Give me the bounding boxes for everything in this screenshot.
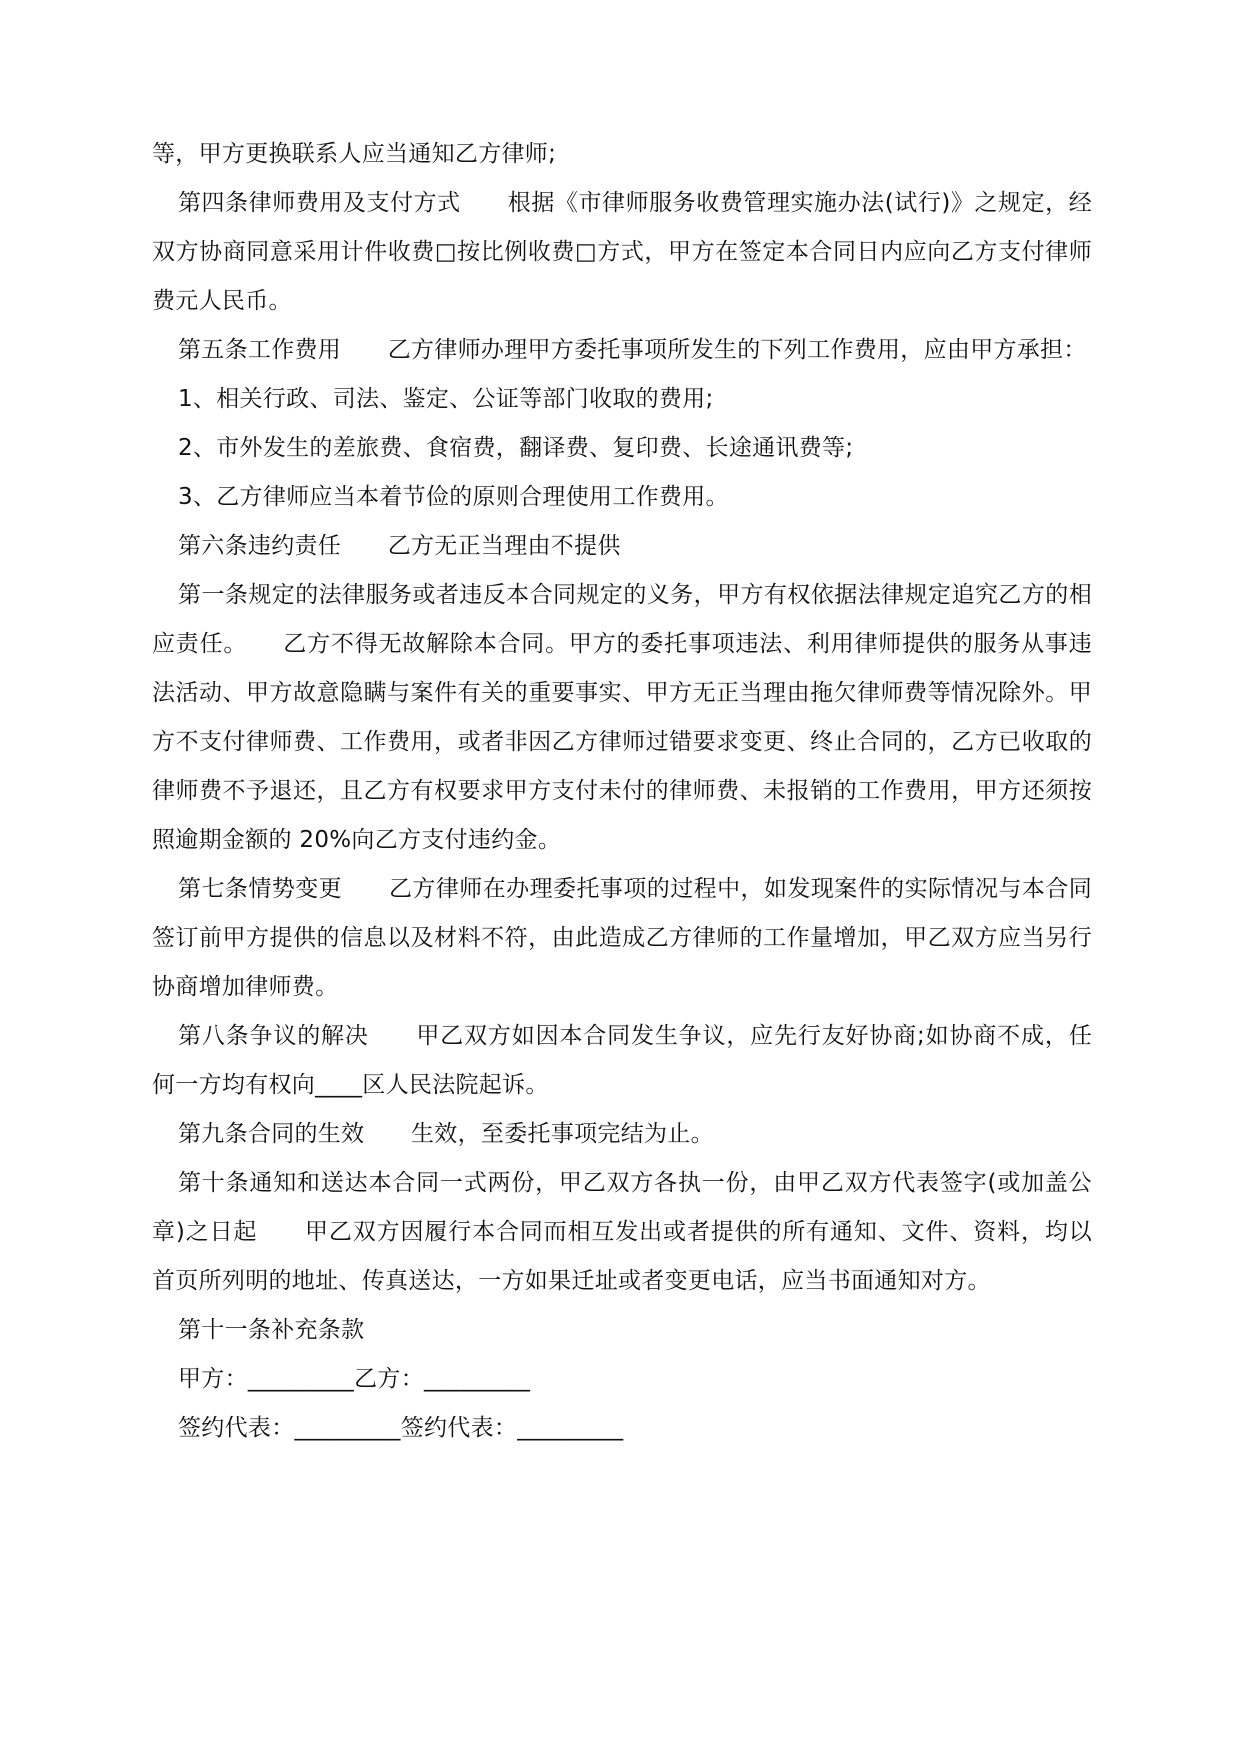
paragraph-contact-change: 等，甲方更换联系人应当通知乙方律师; bbox=[152, 141, 557, 167]
signature-representatives-line: 签约代表：_________签约代表：_________ bbox=[178, 1415, 624, 1441]
paragraph-article-5-work-expenses: 第五条工作费用 乙方律师办理甲方委托事项所发生的下列工作费用，应由甲方承担： bbox=[178, 337, 1087, 363]
paragraph-article-7-change: 第七条情势变更 乙方律师在办理委托事项的过程中，如发现案件的实际情况与本合同签订前甲方提供的信息以及材料不符，由此造成乙方律师的工作量增加，甲乙双方应当另行协商增加律师费。 bbox=[152, 876, 1092, 1000]
paragraph-article-10-notice: 第十条通知和送达本合同一式两份，甲乙双方各执一份，由甲乙双方代表签字(或加盖公章)之日起 甲乙双方因履行本合同而相互发出或者提供的所有通知、文件、资料，均以首页所列明的地址、传真送达，一方如果迁址或者变更电话，应当书面通知对方。 bbox=[152, 1170, 1092, 1294]
paragraph-expense-item-2: 2、市外发生的差旅费、食宿费，翻译费、复印费、长途通讯费等; bbox=[178, 435, 854, 461]
paragraph-article-6-details: 第一条规定的法律服务或者违反本合同规定的义务，甲方有权依据法律规定追究乙方的相应责任。 乙方不得无故解除本合同。甲方的委托事项违法、利用律师提供的服务从事违法活动、甲方故意隐瞒与案件有关的重要事实、甲方无正当理由拖欠律师费等情况除外。甲方不支付律师费、工作费用，或者非因乙方律师过错要求变更、终止合同的，乙方已收取的律师费不予退还，且乙方有权要求甲方支付未付的律师费、未报销的工作费用，甲方还须按照逾期金额的 20%向乙方支付违约金。 bbox=[152, 582, 1092, 853]
document-page bbox=[152, 130, 1092, 1453]
paragraph-expense-item-1: 1、相关行政、司法、鉴定、公证等部门收取的费用; bbox=[178, 386, 714, 412]
paragraph-article-4-fees: 第四条律师费用及支付方式 根据《市律师服务收费管理实施办法(试行)》之规定，经双方协商同意采用计件收费□按比例收费□方式，甲方在签定本合同日内应向乙方支付律师费元人民币。 bbox=[152, 190, 1092, 314]
paragraph-article-11-supplement: 第十一条补充条款 bbox=[178, 1317, 365, 1343]
paragraph-article-6-liability: 第六条违约责任 乙方无正当理由不提供 bbox=[178, 533, 621, 559]
paragraph-article-9-effect: 第九条合同的生效 生效，至委托事项完结为止。 bbox=[178, 1121, 714, 1147]
signature-parties-line: 甲方：_________乙方：_________ bbox=[178, 1366, 531, 1392]
paragraph-expense-item-3: 3、乙方律师应当本着节俭的原则合理使用工作费用。 bbox=[178, 484, 729, 510]
paragraph-article-8-dispute: 第八条争议的解决 甲乙双方如因本合同发生争议，应先行友好协商;如协商不成，任何一方均有权向____区人民法院起诉。 bbox=[152, 1023, 1092, 1098]
